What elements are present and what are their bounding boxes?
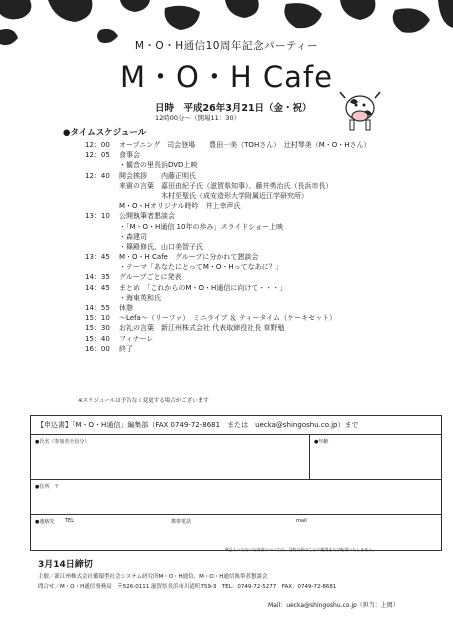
schedule-heading: ●タイムスケジュール xyxy=(63,128,147,138)
schedule-content: 木村至聖氏（成安造形大学附属近江学研究所） xyxy=(119,191,308,200)
deadline: 3月14日締切 xyxy=(38,560,93,570)
schedule-item xyxy=(85,334,425,344)
schedule-item xyxy=(85,323,425,333)
schedule-time xyxy=(85,201,119,211)
schedule-time: 12：00 xyxy=(85,141,110,149)
schedule-content: ・観音の里長浜DVD上映 xyxy=(119,161,198,170)
schedule-content: まとめ 「これからのM・O・H通信に向けて・・・」 xyxy=(119,283,287,292)
schedule-time xyxy=(85,222,119,232)
contact-mail: Mail：uecka@shingoshu.co.jp（担当：上岡） xyxy=(268,602,399,609)
schedule-item xyxy=(85,313,425,323)
schedule-item xyxy=(85,211,425,221)
schedule-time xyxy=(85,242,119,252)
schedule-item xyxy=(85,232,425,242)
schedule-item xyxy=(85,303,425,313)
schedule-item xyxy=(85,272,425,282)
schedule-time: 16：00 xyxy=(85,344,110,353)
contact-label: ●連絡先 xyxy=(35,519,55,525)
schedule-item xyxy=(85,191,425,201)
schedule-content: グループごとに発表 xyxy=(119,273,182,282)
privacy-note: ※記入いただいた内容については、目的以外のことに使用または転用いたしません。 xyxy=(225,547,377,552)
cow-icon xyxy=(330,84,390,134)
schedule-content: 休憩 xyxy=(119,304,133,312)
event-date: 日時 平成26年3月21日（金・祝） xyxy=(155,103,312,114)
age-label: ●年齢 xyxy=(314,439,329,445)
event-time: 12時00分～（開場11：30） xyxy=(155,114,241,122)
schedule-item xyxy=(85,252,425,262)
schedule-note: ※スケジュールは予告なく変更する場合がございます xyxy=(78,398,209,404)
mobile-label: 携帯電話 xyxy=(171,519,192,525)
schedule-time: 14：35 xyxy=(85,273,110,282)
address-label: ●住所 〒 xyxy=(35,484,60,490)
schedule-time: 12：05 xyxy=(85,151,110,160)
schedule-time xyxy=(85,191,119,201)
schedule-time xyxy=(85,160,119,170)
form-header: 【申込書】「M・O・H通信」編集部（FAX 0749-72-8681 または uecka@shingoshu.co.jp）まで xyxy=(31,416,441,435)
schedule-content: 開会挨拶 内藤正明氏 xyxy=(119,171,196,180)
name-label: ●氏名（参加者全員分） xyxy=(35,439,90,445)
schedule-content: ・テーマ「あなたにとってM・O・Hってなあに？」 xyxy=(119,263,283,272)
application-form xyxy=(30,415,442,551)
schedule-content: 終了 xyxy=(119,344,133,353)
schedule-time: 15：40 xyxy=(85,334,110,343)
schedule-item xyxy=(85,344,425,354)
schedule-list xyxy=(85,140,425,354)
organizer-line: 主催／新江州株式会社循環型社会システム研究所M・O・H通信、M・O・H通信執筆者懇談会 xyxy=(38,574,268,580)
schedule-time: 15：10 xyxy=(85,314,110,323)
name-row[interactable] xyxy=(31,435,441,480)
schedule-item xyxy=(85,181,425,191)
schedule-item xyxy=(85,140,425,150)
contact-line: 問合せ／M・O・H通信事務局 〒526-0111 滋賀県長浜市川道町759-3 TEL：0749-72-5277 FAX：0749-72-8681 xyxy=(38,584,337,590)
schedule-item xyxy=(85,262,425,272)
schedule-time: 15：30 xyxy=(85,324,110,333)
schedule-content: ・篠殿修氏、山口美智子氏 xyxy=(119,242,203,251)
schedule-item xyxy=(85,283,425,293)
schedule-content: 食事会 xyxy=(119,151,140,160)
schedule-item xyxy=(85,171,425,181)
contact-row[interactable] xyxy=(31,515,441,551)
schedule-content: ・森建司 xyxy=(119,232,147,241)
schedule-content: 来賓の言葉 嘉田由紀子氏（滋賀県知事）、藤井勇治氏（長浜市長） xyxy=(119,181,333,190)
schedule-time: 14：55 xyxy=(85,304,110,312)
schedule-content: ～Lefa～（リーファ） ミニライブ ＆ ティータイム（ケーキセット） xyxy=(119,314,337,323)
tel-label: TEL xyxy=(65,518,74,524)
schedule-item xyxy=(85,222,425,232)
schedule-content: ・海東英和氏 xyxy=(119,293,161,302)
schedule-content: 公開執筆者懇談会 xyxy=(119,212,175,221)
schedule-time xyxy=(85,232,119,242)
schedule-item xyxy=(85,293,425,303)
schedule-content: M・O・H Cafe グループに分かれて懇談会 xyxy=(119,253,259,262)
schedule-item xyxy=(85,160,425,170)
schedule-time: 13：45 xyxy=(85,253,110,262)
schedule-item xyxy=(85,150,425,160)
schedule-content: フィナーレ xyxy=(119,334,154,343)
event-title: M・O・H Cafe xyxy=(120,60,333,94)
schedule-time xyxy=(85,293,119,303)
footer xyxy=(38,572,336,592)
schedule-time: 13：10 xyxy=(85,212,110,221)
event-subtitle: M・O・H通信10周年記念パーティー xyxy=(134,40,319,52)
schedule-content: ・「M・O・H通信 10年の歩み」スライドショー上映 xyxy=(119,222,284,231)
schedule-time xyxy=(85,262,119,272)
schedule-item xyxy=(85,201,425,211)
schedule-item xyxy=(85,242,425,252)
schedule-time xyxy=(85,181,119,191)
mail-label: mail xyxy=(296,518,307,524)
schedule-content: M・O・Hオリジナル時吟 井上幸声氏 xyxy=(119,202,241,211)
schedule-time: 14：45 xyxy=(85,283,110,292)
schedule-content: オープニング 司会登場 豊田一美（TOHさん） 辻村琴美（M・O・Hさん） xyxy=(119,141,371,149)
address-row[interactable] xyxy=(31,480,441,515)
schedule-time: 12：40 xyxy=(85,171,110,180)
schedule-content: お礼の言葉 新江州株式会社 代表取締役社長 草野勉 xyxy=(119,324,285,333)
